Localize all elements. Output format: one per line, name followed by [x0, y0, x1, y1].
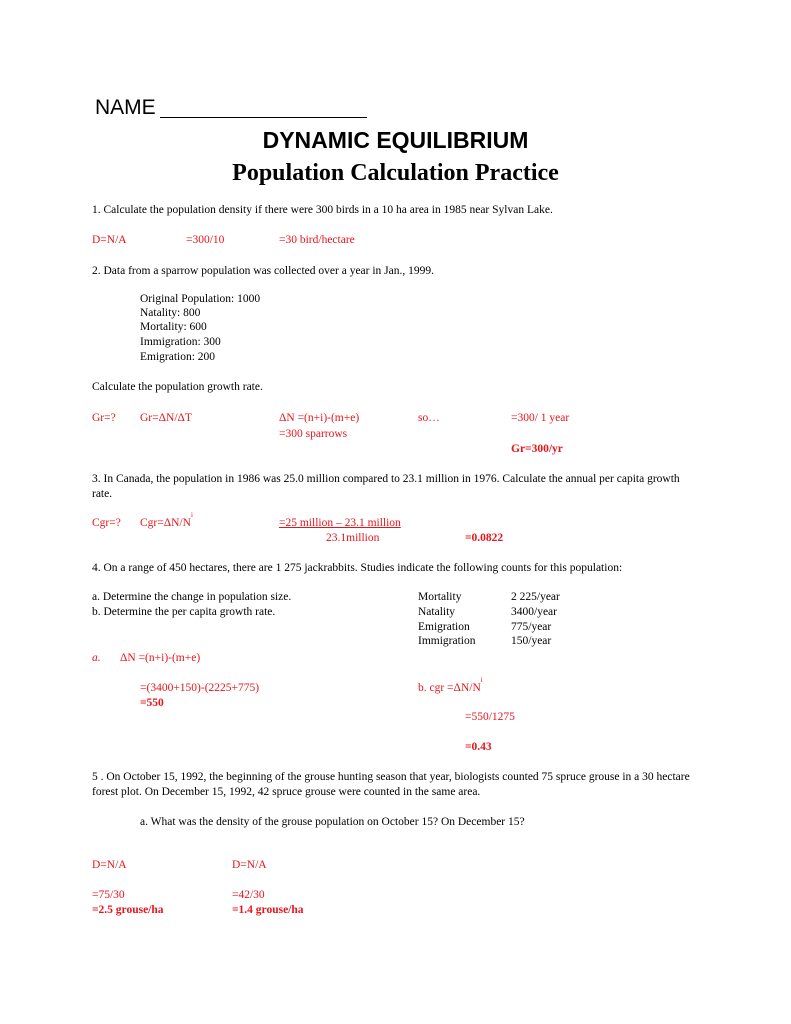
q5-oct-calc: =75/30 [92, 889, 125, 901]
q2-rate-calc: =300/ 1 year [511, 412, 570, 424]
q3-fraction-denominator: 23.1million [326, 532, 380, 544]
q5-dec-calc: =42/30 [232, 889, 265, 901]
q4-b-formula-sup: i [480, 676, 483, 684]
q4-count-label: Natality [418, 606, 456, 618]
q4-count-value: 775/year [511, 621, 552, 633]
q4-b-formula-main: b. cgr =ΔN/N [418, 682, 481, 694]
q2-data-natality: Natality: 800 [140, 307, 201, 319]
q3-question-line2: rate. [92, 488, 113, 500]
q2-gr-formula: Gr=ΔN/ΔT [140, 412, 192, 424]
q3-answer: =0.0822 [465, 532, 504, 544]
document-title: DYNAMIC EQUILIBRIUM [262, 127, 529, 153]
document-subtitle: Population Calculation Practice [232, 160, 559, 186]
q4-b-answer: =0.43 [465, 741, 492, 753]
q4-count-label: Immigration [418, 635, 476, 647]
q2-data-original: Original Population: 1000 [140, 293, 261, 305]
q4-a-answer: =550 [140, 697, 164, 709]
q3-cgr-formula-sup: i [190, 511, 193, 519]
q3-cgr-formula-main: Cgr=ΔN/N [140, 517, 191, 529]
q4-b-calc: =550/1275 [465, 711, 515, 723]
q5-dec-answer: =1.4 grouse/ha [232, 904, 304, 916]
q5-part-a: a. What was the density of the grouse population on October 15? On December 15? [140, 816, 525, 828]
q5-oct-answer: =2.5 grouse/ha [92, 904, 164, 916]
q5-dec-formula: D=N/A [232, 859, 267, 871]
q5-question-line1: 5 . On October 15, 1992, the beginning of the grouse hunting season that year, biologists counted 75 spruce grouse in a 30 hectare [92, 771, 690, 783]
q2-dn-formula: ΔN =(n+i)-(m+e) [279, 412, 360, 424]
name-label: NAME [95, 96, 156, 119]
q4-part-b: b. Determine the per capita growth rate. [92, 606, 276, 618]
q4-count-value: 150/year [511, 635, 552, 647]
q1-density-formula: D=N/A [92, 234, 127, 246]
q2-question: 2. Data from a sparrow population was collected over a year in Jan., 1999. [92, 265, 435, 277]
q2-prompt: Calculate the population growth rate. [92, 381, 263, 393]
q4-a-calc: =(3400+150)-(2225+775) [140, 682, 260, 694]
q5-question-line2: forest plot. On December 15, 1992, 42 spruce grouse were counted in the same area. [92, 786, 481, 798]
q3-cgr-formula [140, 511, 193, 530]
q4-a-label: a. [92, 652, 101, 664]
q4-a-formula: ΔN =(n+i)-(m+e) [120, 652, 201, 664]
q3-question-line1: 3. In Canada, the population in 1986 was 25.0 million compared to 23.1 million in 1976. Calculate the annual per capita growth [92, 473, 680, 485]
q1-density-answer: =30 bird/hectare [279, 234, 355, 246]
q4-question: 4. On a range of 450 hectares, there are 1 275 jackrabbits. Studies indicate the following counts for this population: [92, 562, 623, 574]
q2-data-emigration: Emigration: 200 [140, 351, 216, 363]
name-blank-line [160, 117, 367, 118]
q4-count-value: 2 225/year [511, 591, 560, 603]
q2-data-immigration: Immigration: 300 [140, 336, 221, 348]
q3-fraction-numerator: =25 million – 23.1 million [279, 517, 401, 529]
q4-count-label: Emigration [418, 621, 470, 633]
q1-density-calc: =300/10 [186, 234, 225, 246]
q5-oct-formula: D=N/A [92, 859, 127, 871]
q2-rate-answer: Gr=300/yr [511, 443, 563, 455]
q4-b-formula [418, 676, 483, 695]
q2-gr-unknown: Gr=? [92, 412, 116, 424]
q2-dn-value: =300 sparrows [279, 428, 348, 440]
q4-count-label: Mortality [418, 591, 462, 603]
q2-so: so… [418, 412, 440, 424]
q4-part-a: a. Determine the change in population size. [92, 591, 292, 603]
q4-count-value: 3400/year [511, 606, 557, 618]
q1-question: 1. Calculate the population density if there were 300 birds in a 10 ha area in 1985 near Sylvan Lake. [92, 204, 553, 216]
q3-cgr-unknown: Cgr=? [92, 517, 121, 529]
q2-data-mortality: Mortality: 600 [140, 321, 207, 333]
